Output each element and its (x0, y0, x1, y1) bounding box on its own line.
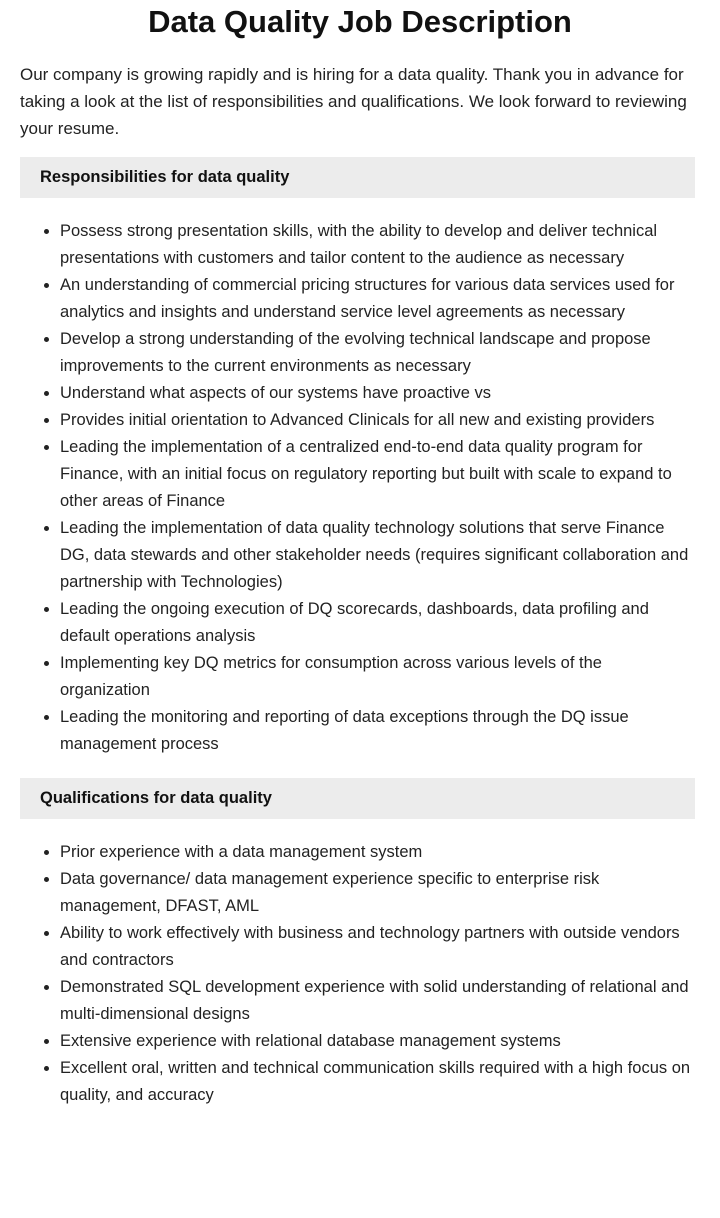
qualifications-heading: Qualifications for data quality (20, 778, 695, 819)
responsibilities-list (20, 218, 695, 758)
qualifications-list (20, 839, 695, 1109)
list-item: • Leading the monitoring and reporting of data exceptions through the DQ issue management process (60, 704, 695, 758)
list-item: • Data governance/ data management experience specific to enterprise risk management, DFAST, AML (60, 866, 695, 920)
list-item: • An understanding of commercial pricing structures for various data services used for analytics and insights and understand service level agreements as necessary (60, 272, 695, 326)
list-item: • Provides initial orientation to Advanced Clinicals for all new and existing providers (60, 407, 695, 434)
list-item: • Leading the implementation of data quality technology solutions that serve Finance DG, data stewards and other stakeholder needs (requires significant collaboration and partnership with Technologies) (60, 515, 695, 596)
list-item: • Prior experience with a data management system (60, 839, 695, 866)
list-item: • Possess strong presentation skills, with the ability to develop and deliver technical presentations with customers and tailor content to the audience as necessary (60, 218, 695, 272)
list-item: • Leading the implementation of a centralized end-to-end data quality program for Finance, with an initial focus on regulatory reporting but built with scale to expand to other areas of Finance (60, 434, 695, 515)
list-item: • Implementing key DQ metrics for consumption across various levels of the organization (60, 650, 695, 704)
list-item: • Leading the ongoing execution of DQ scorecards, dashboards, data profiling and default operations analysis (60, 596, 695, 650)
list-item: • Develop a strong understanding of the evolving technical landscape and propose improvements to the current environments as necessary (60, 326, 695, 380)
intro-paragraph: Our company is growing rapidly and is hiring for a data quality. Thank you in advance for taking a look at the list of responsibilities and qualifications. We look forward to reviewing your resume. (20, 65, 687, 138)
list-item: • Excellent oral, written and technical communication skills required with a high focus on quality, and accuracy (60, 1055, 695, 1109)
list-item: • Demonstrated SQL development experience with solid understanding of relational and multi-dimensional designs (60, 974, 695, 1028)
responsibilities-heading: Responsibilities for data quality (20, 157, 695, 198)
list-item: • Extensive experience with relational database management systems (60, 1028, 695, 1055)
list-item: • Understand what aspects of our systems have proactive vs (60, 380, 695, 407)
page-title: Data Quality Job Description (148, 4, 572, 39)
list-item: • Ability to work effectively with business and technology partners with outside vendors and contractors (60, 920, 695, 974)
